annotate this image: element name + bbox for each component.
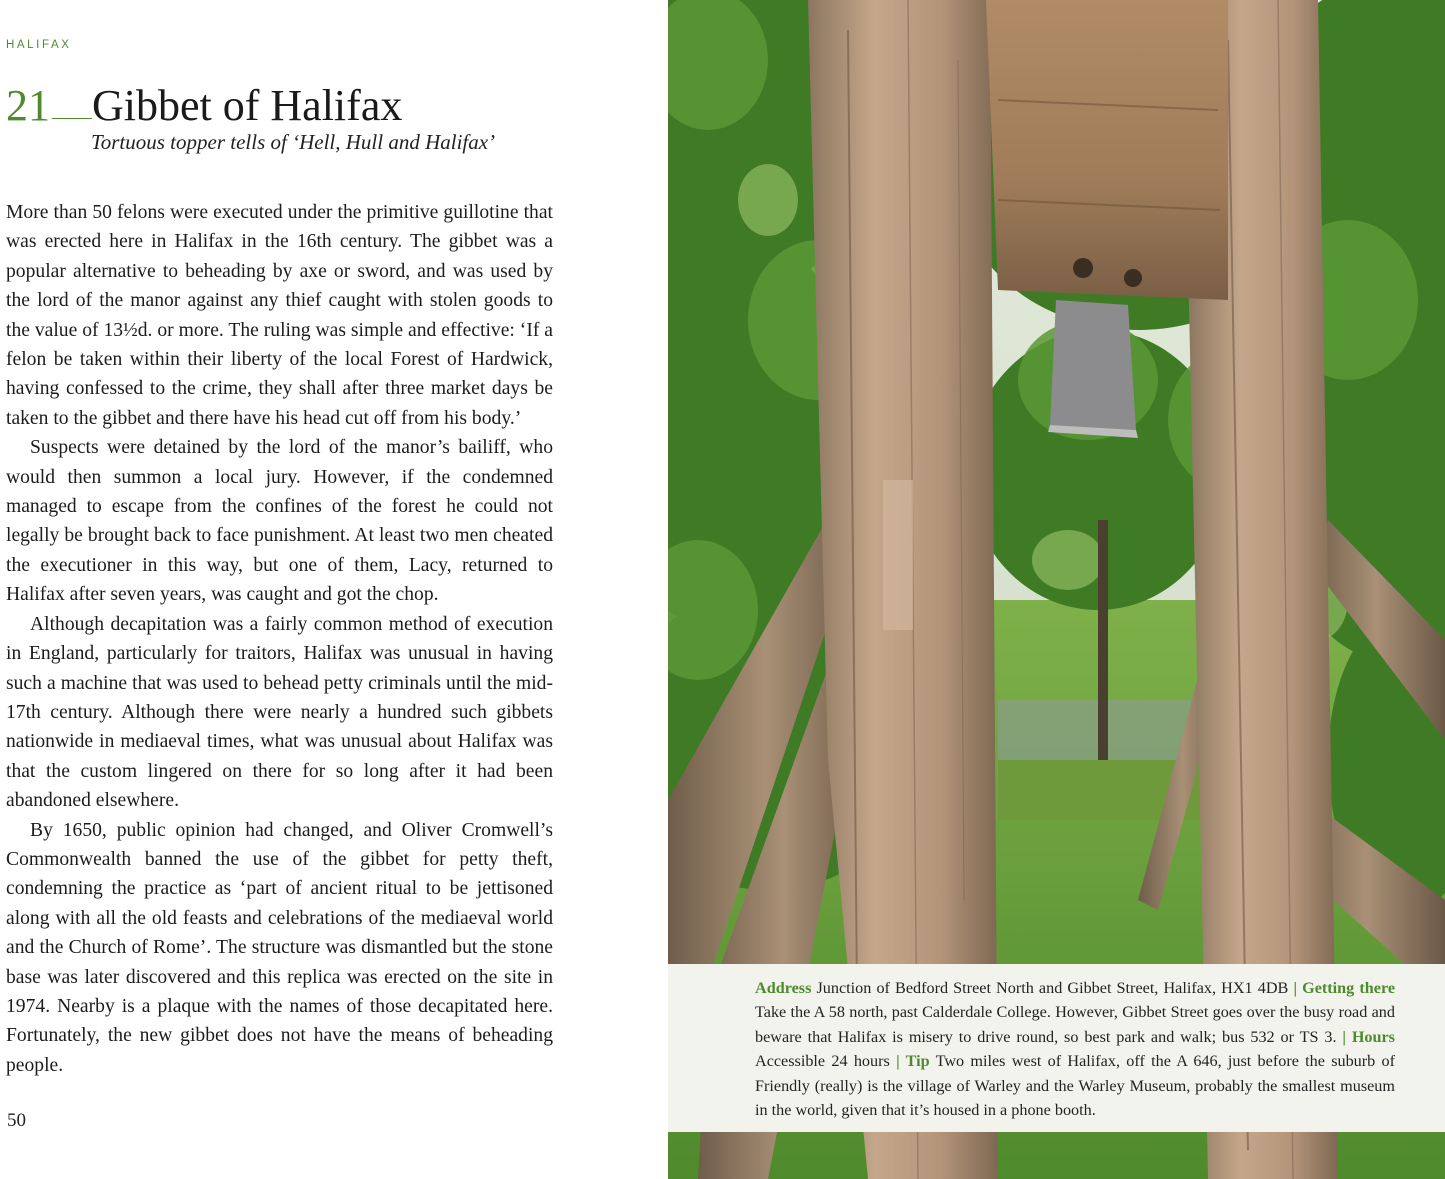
chapter-number: 21: [6, 81, 50, 130]
body-text: [6, 198, 553, 1080]
tip-label: | Tip: [896, 1052, 930, 1071]
paragraph: Suspects were detained by the lord of the manor’s bailiff, who would then summon a local jury. However, if the condemned managed to escape from the confines of the forest he could not legally be brought back to face punishment. At least two men cheated the executioner in this way, but one of them, Lacy, returned to Halifax after seven years, was caught and got the chop.: [6, 437, 553, 606]
hours-label: | Hours: [1342, 1027, 1395, 1046]
getting-there-label: | Getting there: [1293, 979, 1396, 997]
running-head: HALIFAX: [6, 39, 72, 51]
chapter-rule: [52, 118, 92, 119]
left-page: [0, 0, 668, 1179]
info-box: [668, 964, 1445, 1132]
address-value: Junction of Bedford Street North and Gibbet Street, Halifax, HX1 4DB: [816, 979, 1289, 997]
page-number: 50: [7, 1110, 26, 1131]
chapter-title: Gibbet of Halifax: [92, 81, 403, 130]
address-label: Address: [755, 979, 812, 997]
getting-there-value: Take the A 58 north, past Calderdale College. However, Gibbet Street goes over the busy road and beware that Halifax is misery to drive round, so best park and walk; bus 532 or TS 3.: [755, 1003, 1395, 1046]
paragraph: By 1650, public opinion had changed, and Oliver Cromwell’s Commonwealth banned the use of the gibbet for petty theft, condemning the practice as ‘part of ancient ritual to be jettisoned along with all the old feasts and celebrations of the mediaeval world and the Church of Rome’. The structure was dismantled but the stone base was later discovered and this replica was erected on the site in 1974. Nearby is a plaque with the names of those decapitated here. Fortunately, the new gibbet does not have the means of beheading people.: [6, 819, 553, 1076]
right-page: [668, 0, 1445, 1179]
info-text: [755, 976, 1395, 1122]
hours-value: Accessible 24 hours: [755, 1052, 890, 1071]
paragraph: More than 50 felons were executed under the primitive guillotine that was erected here in Halifax in the 16th century. The gibbet was a popular alternative to beheading by axe or sword, and was used by the lord of the manor against any thief caught with stolen goods to the value of 13½d. or more. The ruling was simple and effective: ‘If a felon be taken within their liberty of the local Forest of Hardwick, having confessed to the crime, they shall after three market days be taken to the gibbet and there have his head cut off from his body.’: [6, 202, 553, 429]
chapter-subtitle: Tortuous topper tells of ‘Hell, Hull and Halifax’: [91, 130, 496, 154]
tip-value: Two miles west of Halifax, off the A 646, just before the suburb of Friendly (really) is the village of Warley and the Warley Museum, probably the smallest museum in the world, given that it’s housed in a phone booth.: [755, 1052, 1396, 1120]
paragraph: Although decapitation was a fairly common method of execution in England, particularly for traitors, Halifax was unusual in having such a machine that was used to behead petty criminals until the mid-17th century. Although there were nearly a hundred such gibbets nationwide in mediaeval times, what was unusual about Halifax was that the custom lingered on there for so long after it had been abandoned elsewhere.: [6, 613, 553, 812]
